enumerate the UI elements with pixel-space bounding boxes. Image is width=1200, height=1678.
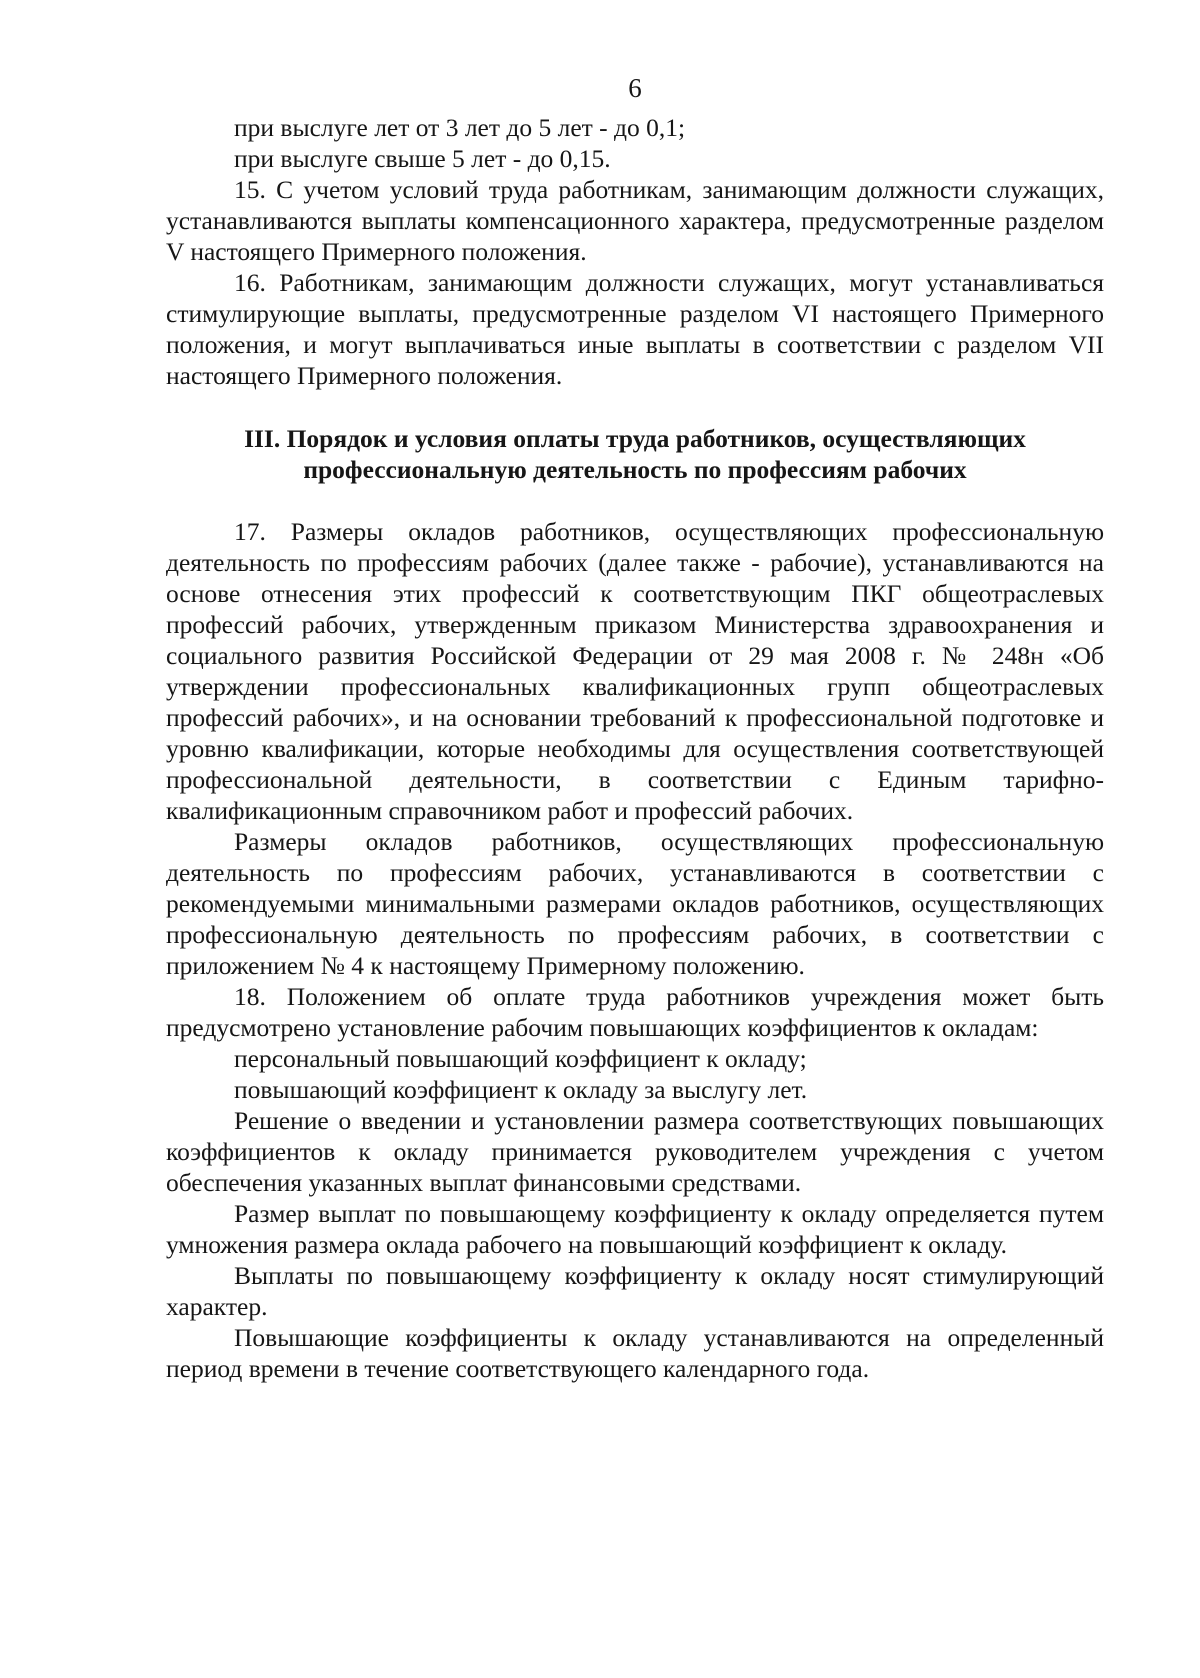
- paragraph-18: 18. Положением об оплате труда работников учреждения может быть предусмотрено установление рабочим повышающих коэффициентов к окладам:: [166, 982, 1104, 1042]
- section-heading-line-2: профессиональную деятельность по профессиям рабочих: [303, 455, 967, 484]
- paragraph-17-salary-sizes: Размеры окладов работников, осуществляющих профессиональную деятельность по профессиям рабочих, устанавливаются в соответствии с рекомендуемыми минимальными размерами окладов работников, осуществляющих профессиональную деятельность по профессиям рабочих, в соответствии с приложением № 4 к настоящему Примерному положению.: [166, 827, 1104, 980]
- paragraph-decision: Решение о введении и установлении размера соответствующих повышающих коэффициентов к окладу принимается руководителем учреждения с учетом обеспечения указанных выплат финансовыми средствами.: [166, 1106, 1104, 1197]
- paragraph-seniority-over-5: при выслуге свыше 5 лет - до 0,15.: [234, 144, 611, 173]
- paragraph-seniority-3-5: при выслуге лет от 3 лет до 5 лет - до 0,1;: [234, 113, 686, 142]
- paragraph-15: 15. С учетом условий труда работникам, занимающим должности служащих, устанавливаются выплаты компенсационного характера, предусмотренные разделом V настоящего Примерного положения.: [166, 175, 1104, 266]
- paragraph-16: 16. Работникам, занимающим должности служащих, могут устанавливаться стимулирующие выплаты, предусмотренные разделом VI настоящего Примерного положения, и могут выплачиваться иные выплаты в соответствии с разделом VII настоящего Примерного положения.: [166, 268, 1104, 390]
- paragraph-seniority-coefficient: повышающий коэффициент к окладу за выслугу лет.: [234, 1075, 808, 1104]
- paragraph-stimulating-nature: Выплаты по повышающему коэффициенту к окладу носят стимулирующий характер.: [166, 1261, 1104, 1321]
- paragraph-personal-coefficient: персональный повышающий коэффициент к окладу;: [234, 1044, 807, 1073]
- document-body: [166, 112, 1104, 1384]
- paragraph-period: Повышающие коэффициенты к окладу устанавливаются на определенный период времени в течение соответствующего календарного года.: [166, 1323, 1104, 1383]
- paragraph-payment-size: Размер выплат по повышающему коэффициенту к окладу определяется путем умножения размера оклада рабочего на повышающий коэффициент к окладу.: [166, 1199, 1104, 1259]
- section-heading: [166, 423, 1104, 485]
- page-number: 6: [628, 73, 642, 103]
- paragraph-17: 17. Размеры окладов работников, осуществляющих профессиональную деятельность по профессиям рабочих (далее также - рабочие), устанавливаются на основе отнесения этих профессий к соответствующим ПКГ общеотраслевых профессий рабочих, утвержденным приказом Министерства здравоохранения и социального развития Российской Федерации от 29 мая 2008 г. № 248н «Об утверждении профессиональных квалификационных групп общеотраслевых профессий рабочих», и на основании требований к профессиональной подготовке и уровню квалификации, которые необходимы для осуществления соответствующей профессиональной деятельности, в соответствии с Единым тарифно-квалификационным справочником работ и профессий рабочих.: [166, 517, 1104, 825]
- section-heading-line-1: III. Порядок и условия оплаты труда работников, осуществляющих: [244, 424, 1026, 453]
